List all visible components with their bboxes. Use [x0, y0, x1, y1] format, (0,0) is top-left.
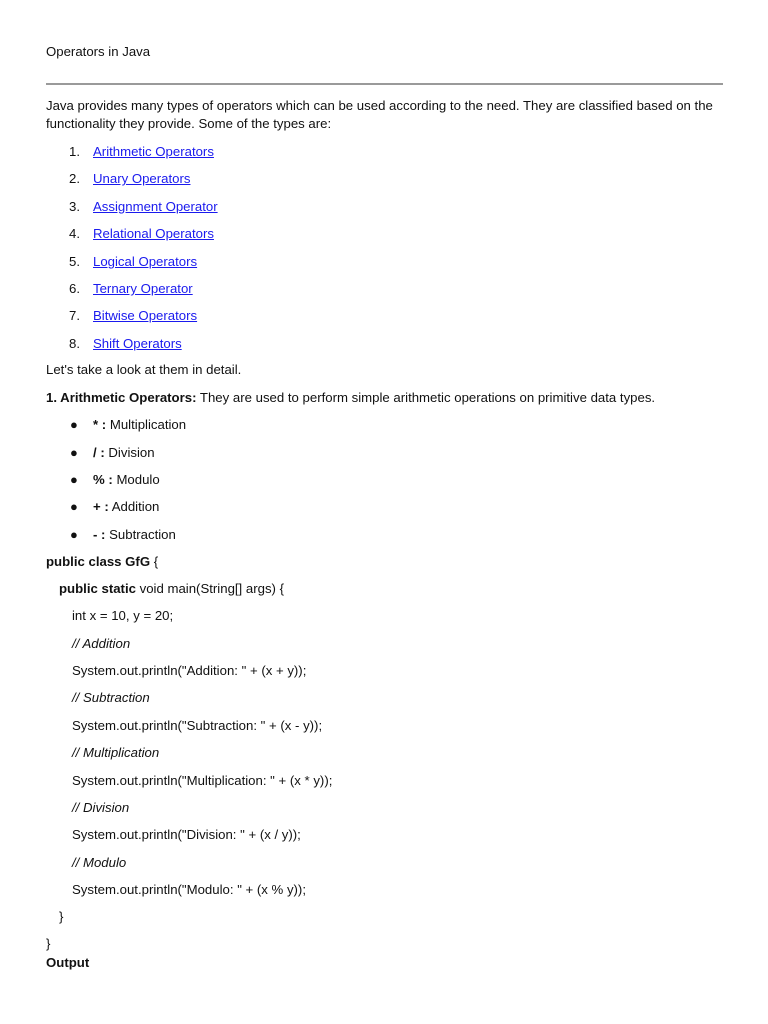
- operator-name: Division: [104, 445, 155, 460]
- link-shift-operators[interactable]: Shift Operators: [93, 336, 182, 351]
- link-logical-operators[interactable]: Logical Operators: [93, 254, 198, 269]
- code-brace: {: [150, 554, 159, 569]
- link-ternary-operator[interactable]: Ternary Operator: [93, 281, 193, 296]
- operator-name: Multiplication: [106, 417, 187, 432]
- bullet-icon: ●: [70, 527, 78, 542]
- bullet-icon: ●: [70, 445, 78, 460]
- link-arithmetic-operators[interactable]: Arithmetic Operators: [93, 144, 214, 159]
- list-number: 4.: [69, 226, 80, 241]
- code-comment: // Subtraction: [72, 690, 150, 705]
- bullet-icon: ●: [70, 472, 78, 487]
- code-brace: }: [46, 936, 51, 951]
- code-comment: // Division: [72, 800, 130, 815]
- code-comment: // Modulo: [72, 855, 127, 870]
- operator-name: Modulo: [112, 472, 160, 487]
- operator-symbol: + :: [93, 499, 109, 514]
- code-line: [59, 580, 284, 598]
- code-comment: // Addition: [72, 636, 131, 651]
- detail-intro: Let's take a look at them in detail.: [46, 362, 242, 377]
- list-number: 6.: [69, 281, 80, 296]
- code-line: System.out.println("Modulo: " + (x % y));: [72, 882, 306, 897]
- code-line: int x = 10, y = 20;: [72, 608, 174, 623]
- code-line: System.out.println("Division: " + (x / y));: [72, 827, 301, 842]
- code-signature: void main(String[] args) {: [135, 581, 285, 596]
- operator-symbol: * :: [93, 417, 107, 432]
- bullet-icon: ●: [70, 499, 78, 514]
- list-number: 1.: [69, 144, 80, 159]
- code-line: System.out.println("Multiplication: " + (x * y));: [72, 773, 333, 788]
- code-comment: // Multiplication: [72, 745, 160, 760]
- code-line: System.out.println("Addition: " + (x + y));: [72, 663, 307, 678]
- arithmetic-section-heading: [46, 389, 655, 407]
- code-class-name: GfG: [121, 554, 151, 569]
- list-number: 8.: [69, 336, 80, 351]
- list-number: 7.: [69, 308, 80, 323]
- arithmetic-heading-label: 1. Arithmetic Operators:: [46, 390, 197, 405]
- code-keyword: public class: [46, 554, 122, 569]
- list-number: 2.: [69, 171, 80, 186]
- bullet-icon: ●: [70, 417, 78, 432]
- operator-name: Addition: [108, 499, 160, 514]
- link-bitwise-operators[interactable]: Bitwise Operators: [93, 308, 198, 323]
- page-title: Operators in Java: [46, 44, 151, 59]
- link-assignment-operator[interactable]: Assignment Operator: [93, 199, 218, 214]
- code-line: [46, 553, 158, 571]
- operator-symbol: / :: [93, 445, 105, 460]
- code-line: System.out.println("Subtraction: " + (x - y));: [72, 718, 323, 733]
- code-brace: }: [59, 909, 64, 924]
- code-keyword: public static: [59, 581, 136, 596]
- list-number: 5.: [69, 254, 80, 269]
- operator-symbol: % :: [93, 472, 113, 487]
- horizontal-rule: [46, 83, 723, 85]
- operator-name: Subtraction: [105, 527, 176, 542]
- list-number: 3.: [69, 199, 80, 214]
- link-unary-operators[interactable]: Unary Operators: [93, 171, 191, 186]
- arithmetic-heading-desc: They are used to perform simple arithmetic operations on primitive data types.: [196, 390, 656, 405]
- intro-paragraph: Java provides many types of operators which can be used according to the need. They are classified based on the functionality they provide. Some of the types are:: [46, 98, 713, 131]
- link-relational-operators[interactable]: Relational Operators: [93, 226, 214, 241]
- output-heading: Output: [46, 955, 90, 970]
- operator-symbol: - :: [93, 527, 106, 542]
